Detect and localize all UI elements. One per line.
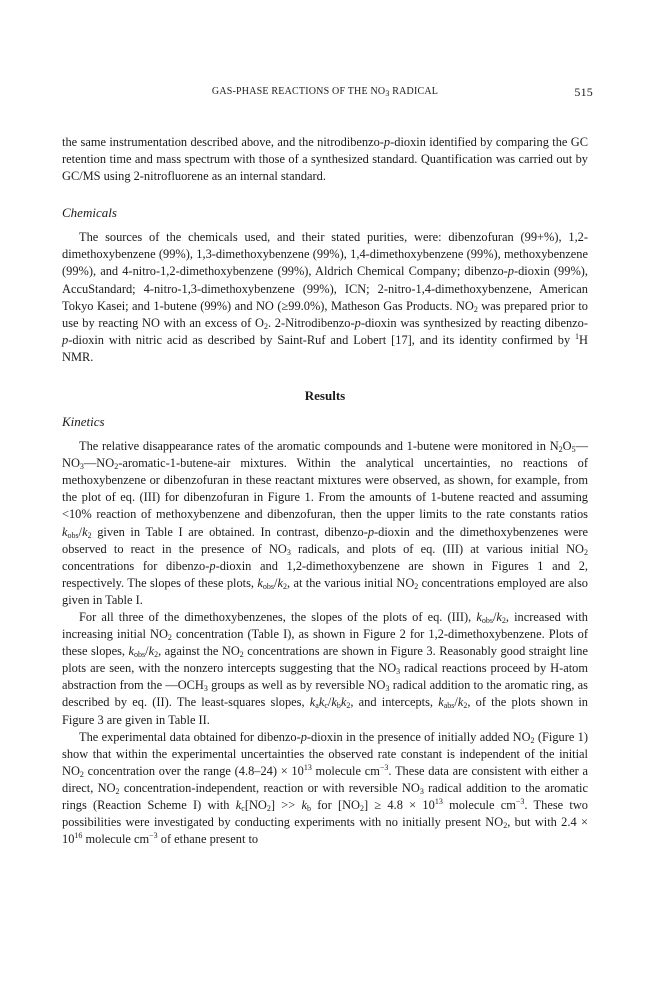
page-header	[62, 85, 593, 106]
kinetics-paragraph-1: The relative disappearance rates of the aromatic compounds and 1-butene were monitored in $N_2O_5—NO_3—NO_2-aromatic-1-butene$-air mixtures. Within the analytical uncertainties, no reactions of methoxybenzene or dibenzofuran in these reactant mixtures were observed, as shown, for example, from the plot of eq. (III) for dibenzofuran in Figure 1. From the amounts of 1-butene reacted and assuming <10% reaction of methoxybenzene and dibenzofuran, then the upper limits to the rate constants ratios $k_{obs}/k_2$ given in Table I are obtained. In contrast, dibenzo-p-dioxin and the dimethoxybenzenes were observed to react in the presence of $NO_3$ radicals, and plots of eq. (III) at various initial $NO_2$ concentrations for dibenzo-p-dioxin and 1,2-dimethoxybenzene are shown in Figures 1 and 2, respectively. The slopes of these plots, $k_{obs}/k_2$, at the various initial $NO_2$ concentrations employed are also given in Table I.	[62, 439, 588, 607]
journal-page	[62, 85, 593, 848]
kinetics-heading: Kinetics	[62, 414, 105, 430]
kinetics-paragraph-3: The experimental data obtained for dibenzo-p-dioxin in the presence of initially added $NO_2$ (Figure 1) show that within the experimental uncertainties the observed rate constant is independent of the initial $NO_2$ concentration over the range $(4.8-24) \times 10^{13}$ molecule $cm^{-3}$. These data are consistent with either a direct, $NO_2$ concentration-independent, reaction or with reversible $NO_3$ radical addition to the aromatic rings (Reaction Scheme I) with $k_c[NO_2] >> k_b$ for $[NO_2] \ge 4.8 \times 10^{13}$ molecule $cm^{-3}$. These two possibilities were investigated by conducting experiments with no initially present $NO_2$, but with $2.4 \times 10^{16}$ molecule $cm^{-3}$ of ethane present to	[62, 729, 588, 847]
page-number: 515	[574, 85, 593, 99]
intro-paragraph: the same instrumentation described above, and the nitrodibenzo-p-dioxin identified by comparing the GC retention time and mass spectrum with those of a synthesized standard. Quantification was carried out by GC/MS using 2-nitrofluorene as an internal standard.	[62, 135, 588, 184]
kinetics-paragraph-2: For all three of the dimethoxybenzenes, the slopes of the plots of eq. (III), $k_{obs}/k_2$, increased with increasing initial $NO_2$ concentration (Table I), as shown in Figure 2 for 1,2-dimethoxybenzene. Plots of these slopes, $k_{obs}/k_2$, against the $NO_2$ concentrations are shown in Figure 3. Reasonably good straight line plots are seen, with the nonzero intercepts suggesting that the $NO_3$ radical reactions proceed by H-atom abstraction from the $—OCH_3$ groups as well as by reversible $NO_3$ radical addition to the aromatic ring, as described by eq. (II). The least-squares slopes, $k_ak_c/k_bk_2$, and intercepts, $k_{abs}/k_2$, of the plots shown in Figure 3 are given in Table II.	[62, 609, 589, 727]
results-heading: Results	[304, 388, 346, 404]
chemicals-paragraph: The sources of the chemicals used, and their stated purities, were: dibenzofuran (99+%), 1,2-dimethoxybenzene (99%), 1,3-dimethoxybenzene (99%), 1,4-dimethoxybenzene (99%), methoxybenzene (99%), and 4-nitro-1,2-dimethoxybenzene (99%), Aldrich Chemical Company; dibenzo-p-dioxin (99%), AccuStandard; 4-nitro-1,3-dimethoxybenzene (99%), ICN; 2-nitro-1,4-dimethoxybenzene, American Tokyo Kasei; and 1-butene (99%) and NO (≥99.0%), Matheson Gas Products. $NO_2$ was prepared prior to use by reacting NO with an excess of $O_2$. 2-Nitrodibenzo-p-dioxin was synthesized by reacting dibenzo-p-dioxin with nitric acid as described by Saint-Ruf and Lobert [17], and its identity confirmed by $^1$H NMR.	[62, 230, 589, 364]
chemicals-heading: Chemicals	[62, 205, 117, 221]
running-title: GAS-PHASE REACTIONS OF THE $NO_3$ RADICAL	[211, 86, 439, 98]
